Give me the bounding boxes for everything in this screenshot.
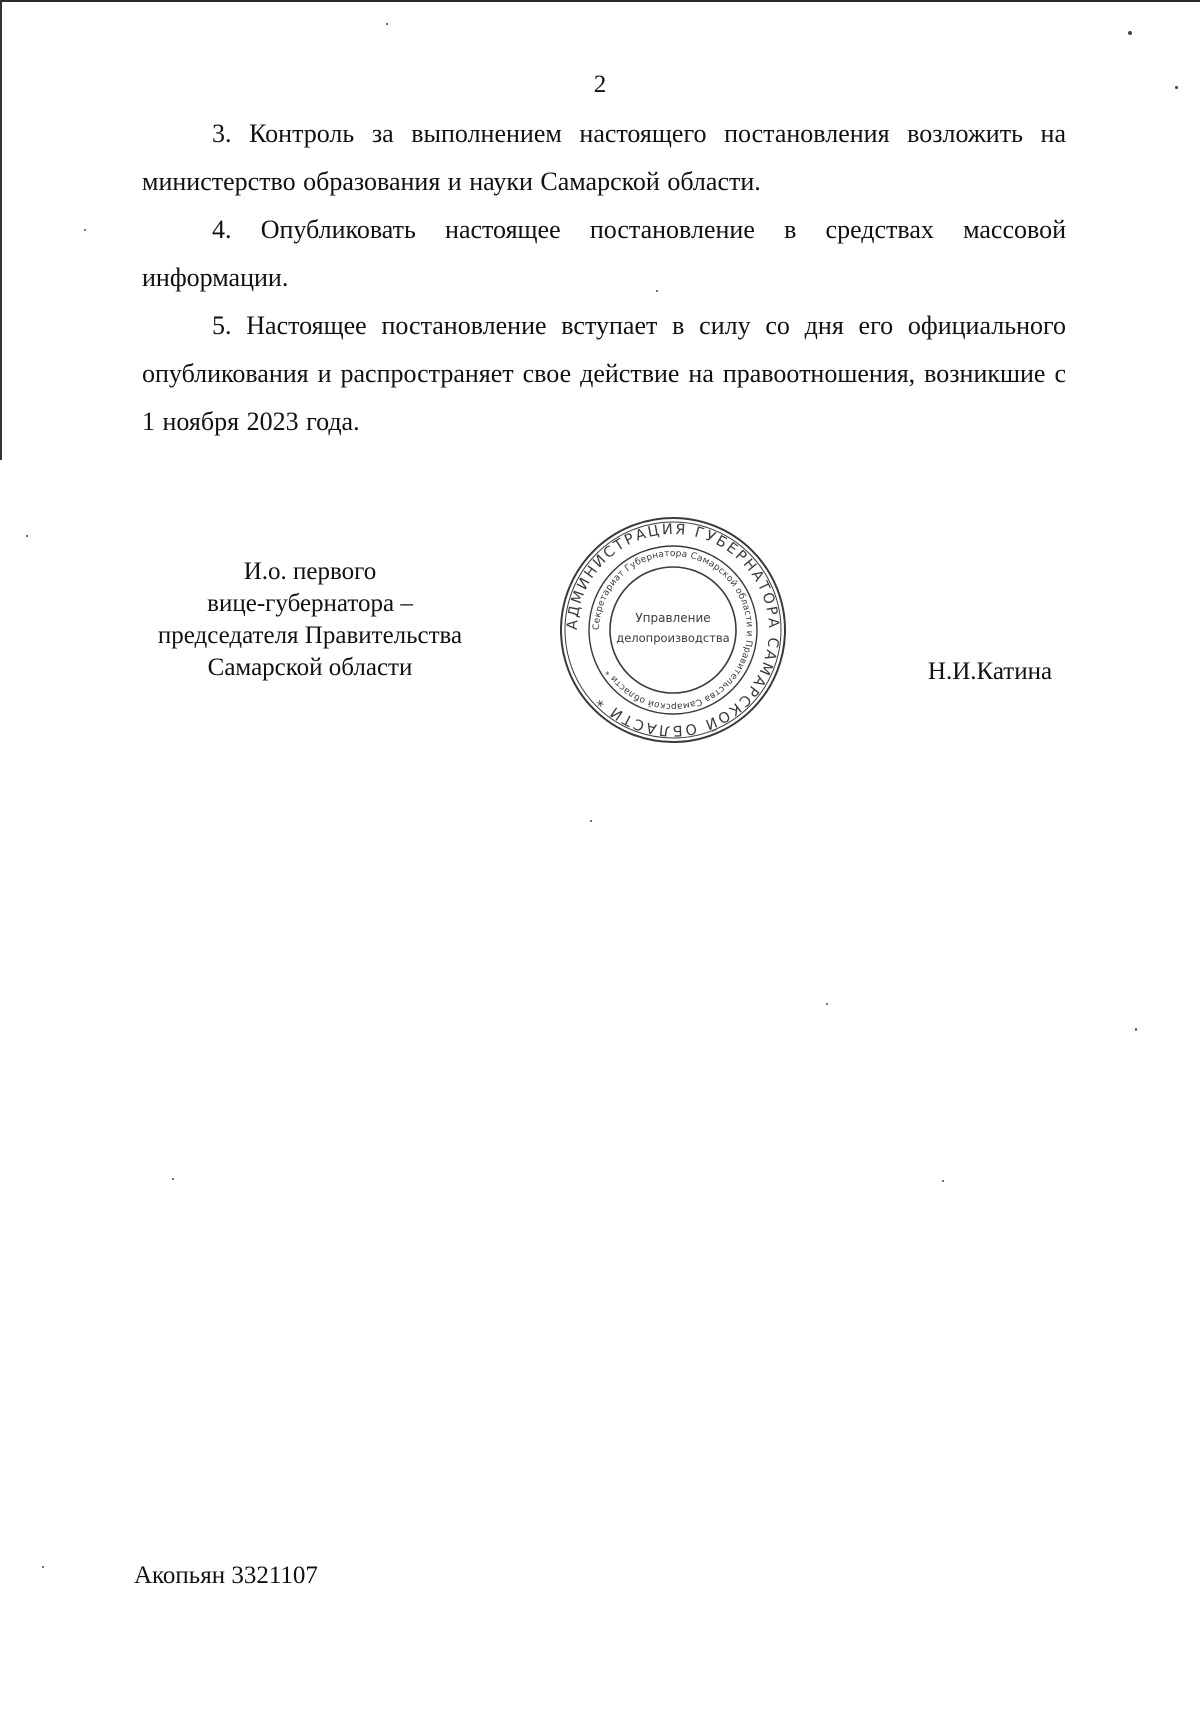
scan-edge-left [0,0,2,460]
scan-speck [42,1566,44,1568]
signer-name: Н.И.Катина [927,658,1053,685]
document-body [142,110,1066,446]
official-seal [557,514,789,746]
scan-speck [1128,31,1132,35]
scan-speck [172,1178,174,1180]
seal-center-line-1: Управление [635,611,711,625]
paragraph-4: 4. Опубликовать настоящее постановление в средствах массовой информации. [142,215,1066,292]
signer-title-line: председателя Правительства [157,622,463,649]
scan-speck [84,229,86,231]
scan-speck [826,1003,828,1005]
paragraph-3: 3. Контроль за выполнением настоящего постановления возложить на министерство образования и науки Самарской области. [142,119,1066,196]
scan-speck [1135,1028,1137,1031]
seal-inner-border [610,567,736,693]
scan-speck [26,535,28,537]
page-number: 2 [593,71,607,98]
scan-speck [942,1180,944,1182]
paragraph-5: 5. Настоящее постановление вступает в силу со дня его официального опубликования и распространяет свое действие на правоотношения, возникшие с 1 ноября 2023 года. [142,311,1066,436]
seal-inner-ring-text: Секретариат Губернатора Самарской области и Правительства Самарской области * [591,548,755,712]
signer-title-line: Самарской области [207,654,413,681]
signer-title-line: И.о. первого [243,558,377,585]
scan-speck [590,820,592,822]
scan-edge-top [0,0,1200,2]
executor-contact: Акопьян 3321107 [134,1562,318,1589]
seal-middle-border [589,546,757,714]
signer-title-line: вице-губернатора – [207,590,413,617]
seal-outer-text: АДМИНИСТРАЦИЯ ГУБЕРНАТОРА САМАРСКОЙ ОБЛАСТИ * [564,521,782,739]
signer-title [130,556,490,684]
seal-center-line-2: делопроизводства [616,631,730,645]
scan-speck [386,23,388,25]
